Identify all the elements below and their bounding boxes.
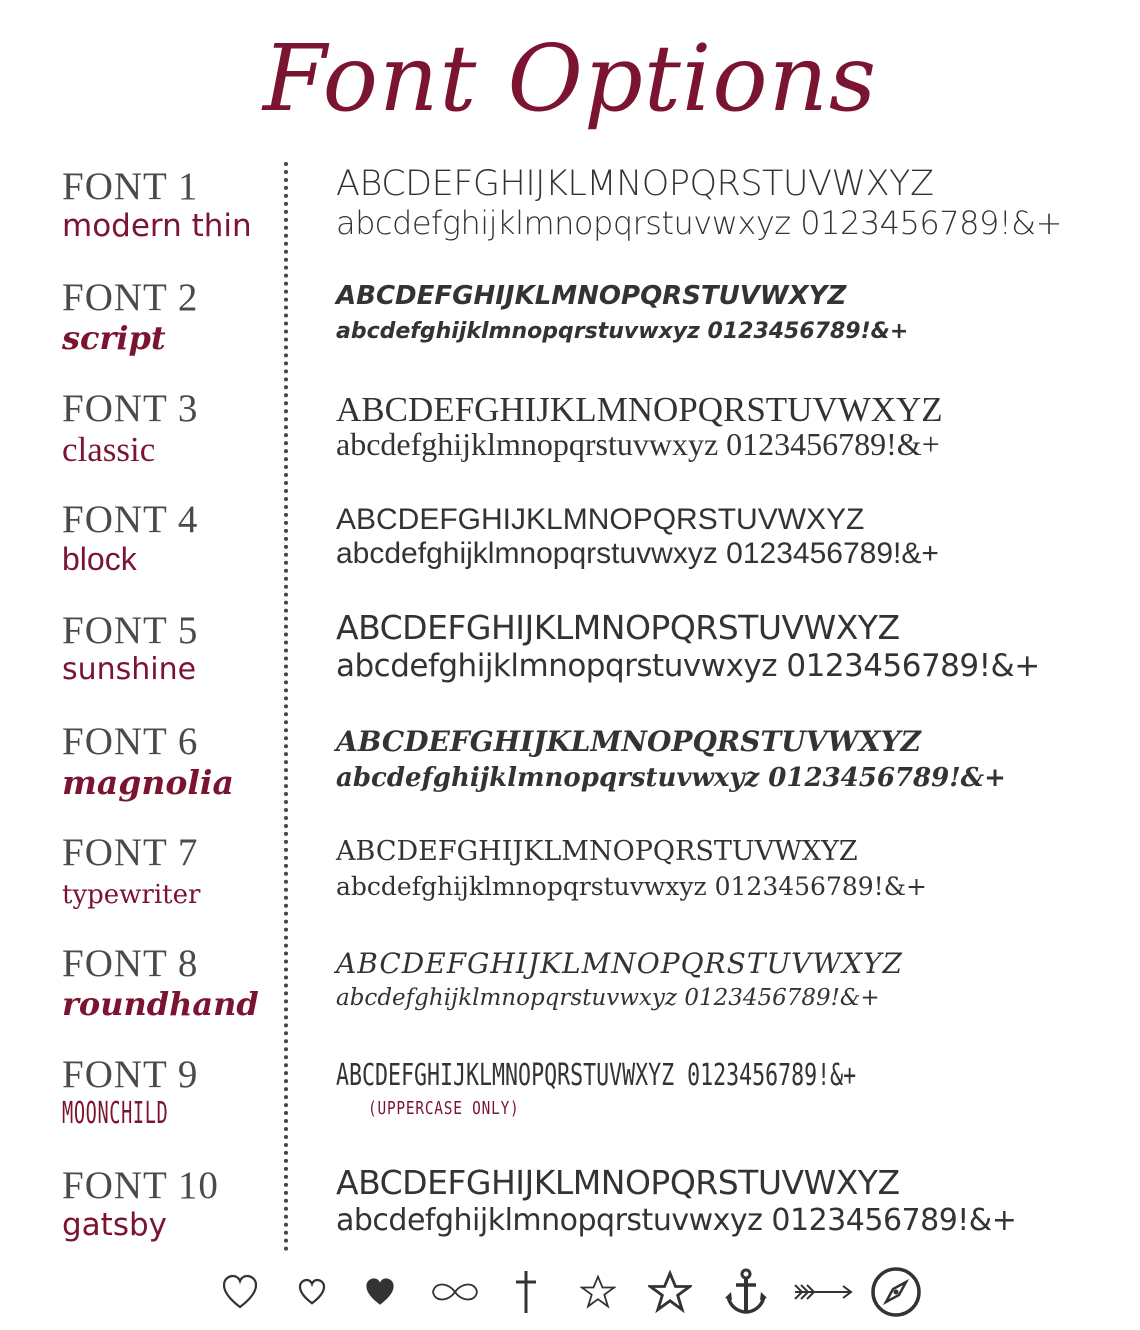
uppercase-sample: ABCDEFGHIJKLMNOPQRSTUVWXYZ (336, 836, 858, 867)
lowercase-sample: abcdefghijklmnopqrstuvwxyz 0123456789!&+ (336, 537, 939, 570)
anchor-icon[interactable] (716, 1262, 776, 1322)
font-style-name: gatsby (62, 1207, 168, 1243)
font-label: FONT 3 (62, 387, 199, 430)
uppercase-sample: ABCDEFGHIJKLMNOPQRSTUVWXYZ (336, 390, 943, 429)
lowercase-sample: abcdefghijklmnopqrstuvwxyz 0123456789!&+ (336, 204, 1062, 242)
lowercase-sample: abcdefghijklmnopqrstuvwxyz 0123456789!&+ (336, 985, 880, 1011)
font-style-name: classic (62, 430, 156, 469)
symbol-options (210, 1262, 930, 1322)
font-label: FONT 9 (62, 1053, 199, 1096)
uppercase-sample: ABCDEFGHIJKLMNOPQRSTUVWXYZ 0123456789!&+ (336, 1058, 857, 1093)
uppercase-sample: ABCDEFGHIJKLMNOPQRSTUVWXYZ (336, 608, 900, 647)
font-label: FONT 4 (62, 498, 199, 541)
font-style-name: block (62, 541, 137, 577)
font-label: FONT 10 (62, 1164, 219, 1207)
font-label: FONT 8 (62, 942, 199, 985)
uppercase-only-note: (UPPERCASE ONLY) (368, 1098, 520, 1119)
font-label: FONT 7 (62, 831, 199, 874)
font-style-name: typewriter (62, 880, 201, 910)
large-outline-star-icon[interactable] (640, 1262, 700, 1322)
font-label: FONT 2 (62, 276, 199, 319)
uppercase-sample: ABCDEFGHIJKLMNOPQRSTUVWXYZ (336, 947, 903, 980)
outline-star-icon[interactable] (568, 1262, 628, 1322)
compass-icon[interactable] (866, 1262, 926, 1322)
page-title: Font Options (262, 25, 878, 132)
uppercase-sample: ABCDEFGHIJKLMNOPQRSTUVWXYZ (336, 725, 921, 758)
font-style-name: sunshine (62, 652, 197, 687)
font-row-2[interactable] (0, 275, 1140, 386)
filled-heart-icon[interactable] (350, 1262, 410, 1322)
font-style-name: magnolia (62, 763, 234, 802)
font-style-name: script (62, 319, 166, 357)
font-row-8[interactable] (0, 941, 1140, 1052)
font-row-10[interactable] (0, 1163, 1140, 1274)
cross-icon[interactable] (496, 1262, 556, 1322)
font-style-name: roundhand (62, 985, 259, 1023)
uppercase-sample: ABCDEFGHIJKLMNOPQRSTUVWXYZ (336, 503, 865, 536)
font-row-6[interactable] (0, 719, 1140, 830)
uppercase-sample: ABCDEFGHIJKLMNOPQRSTUVWXYZ (336, 164, 934, 204)
font-style-name: modern thin (62, 208, 252, 244)
lowercase-sample: abcdefghijklmnopqrstuvwxyz 0123456789!&+ (336, 1203, 1017, 1238)
small-outline-heart-icon[interactable] (282, 1262, 342, 1322)
font-label: FONT 1 (62, 165, 199, 208)
lowercase-sample: abcdefghijklmnopqrstuvwxyz 0123456789!&+ (336, 319, 909, 344)
font-row-4[interactable] (0, 497, 1140, 608)
font-label: FONT 6 (62, 720, 199, 763)
infinity-icon[interactable] (420, 1262, 490, 1322)
font-label: FONT 5 (62, 609, 199, 652)
font-row-1[interactable] (0, 164, 1140, 275)
lowercase-sample: abcdefghijklmnopqrstuvwxyz 0123456789!&+ (336, 426, 940, 462)
font-row-9[interactable] (0, 1052, 1140, 1163)
outline-heart-icon[interactable] (210, 1262, 270, 1322)
arrow-icon[interactable] (788, 1262, 858, 1322)
lowercase-sample: abcdefghijklmnopqrstuvwxyz 0123456789!&+ (336, 763, 1006, 793)
font-row-7[interactable] (0, 830, 1140, 941)
uppercase-sample: ABCDEFGHIJKLMNOPQRSTUVWXYZ (336, 281, 847, 311)
lowercase-sample: abcdefghijklmnopqrstuvwxyz 0123456789!&+ (336, 648, 1040, 684)
font-row-3[interactable] (0, 386, 1140, 497)
lowercase-sample: abcdefghijklmnopqrstuvwxyz 0123456789!&+ (336, 872, 927, 901)
font-style-name: MOONCHILD (62, 1096, 169, 1131)
uppercase-sample: ABCDEFGHIJKLMNOPQRSTUVWXYZ (336, 1163, 900, 1202)
font-row-5[interactable] (0, 608, 1140, 719)
